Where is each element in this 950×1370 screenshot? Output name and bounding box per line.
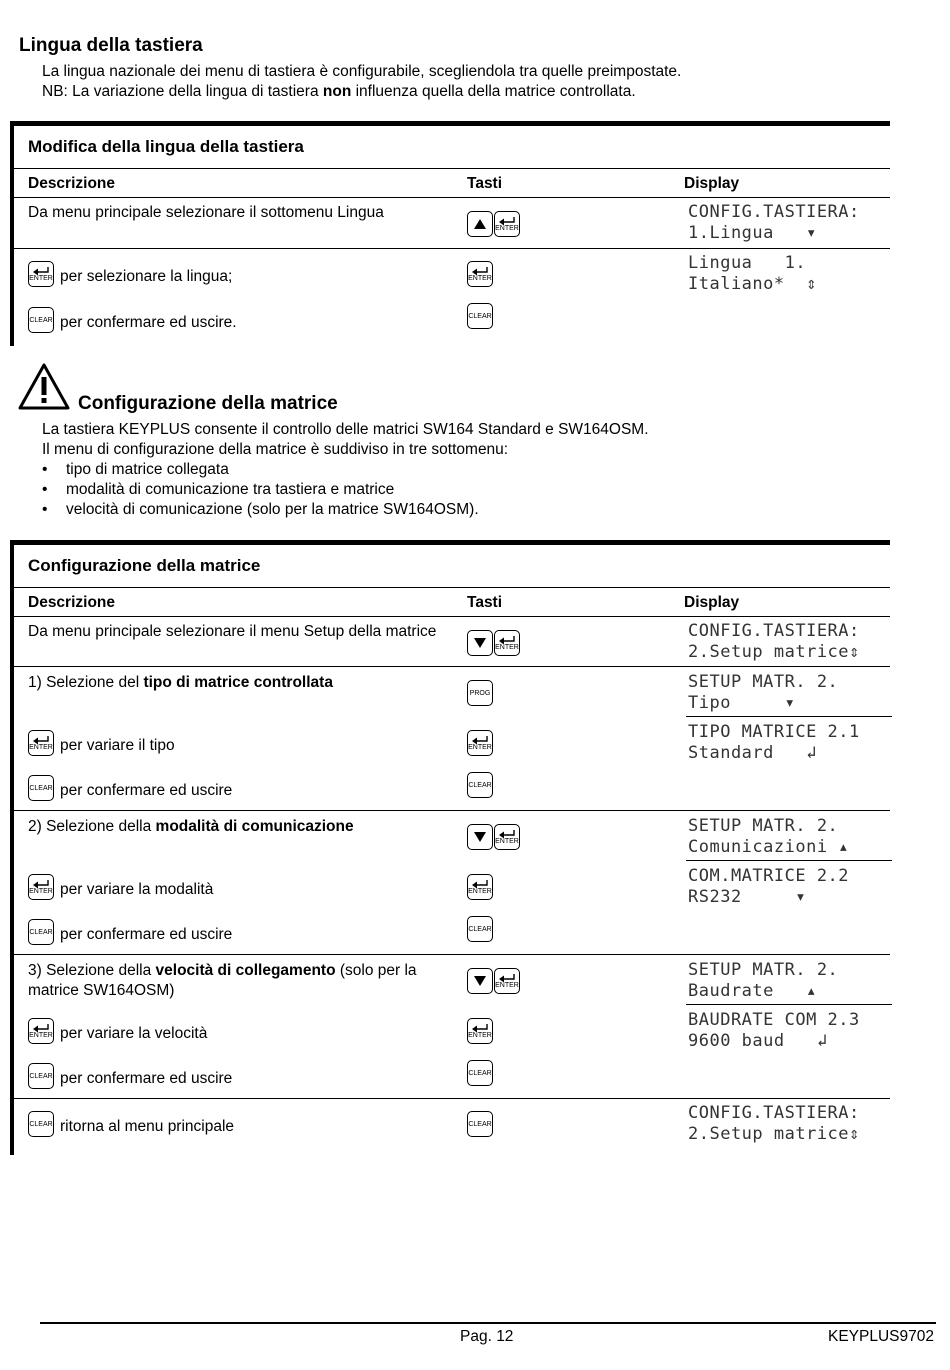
- page-number: Pag. 12: [460, 1328, 514, 1345]
- display-divider: [686, 716, 892, 717]
- row-desc: CLEAR per confermare ed uscire: [28, 775, 232, 801]
- clear-key-icon: CLEAR: [467, 1060, 493, 1086]
- document-code: KEYPLUS9702: [828, 1328, 934, 1345]
- intro-line: Il menu di configurazione della matrice è suddiviso in tre sottomenu:: [42, 441, 509, 458]
- table-title: Configurazione della matrice: [14, 545, 890, 588]
- display-divider: [686, 860, 892, 861]
- intro-lingua: [42, 62, 681, 102]
- header-descrizione: Descrizione: [28, 175, 116, 192]
- row-desc: ENTER per variare la modalità: [28, 874, 213, 900]
- row-desc: ENTER per variare la velocità: [28, 1018, 207, 1044]
- row-keys: [467, 680, 493, 706]
- table-row: [14, 299, 890, 345]
- down-arrow-key-icon: [467, 968, 493, 994]
- row-desc: ENTER per selezionare la lingua;: [28, 261, 232, 287]
- display-readout: SETUP MATR. 2. Tipo ▾: [688, 672, 839, 713]
- list-item: • tipo di matrice collegata: [42, 460, 649, 480]
- table-row: [14, 617, 890, 667]
- enter-key-icon: ENTER: [467, 730, 493, 756]
- row-desc: CLEAR per confermare ed uscire: [28, 1063, 232, 1089]
- row-keys: [467, 303, 493, 329]
- display-readout: CONFIG.TASTIERA: 2.Setup matrice⇕: [688, 1103, 860, 1144]
- table-row-group: [14, 667, 890, 811]
- row-keys: [467, 968, 520, 994]
- header-display: Display: [684, 594, 740, 611]
- enter-key-icon: ENTER: [28, 874, 54, 900]
- row-keys: [467, 1060, 493, 1086]
- table-row-group: [14, 811, 890, 955]
- up-arrow-key-icon: [467, 211, 493, 237]
- list-item: • velocità di comunicazione (solo per la matrice SW164OSM).: [42, 500, 649, 520]
- table-row: [14, 198, 890, 249]
- clear-key-icon: CLEAR: [467, 772, 493, 798]
- enter-key-icon: ENTER: [467, 874, 493, 900]
- footer-divider: [40, 1322, 936, 1324]
- display-readout: CONFIG.TASTIERA: 1.Lingua ▾: [688, 202, 860, 243]
- enter-key-icon: ENTER: [28, 1018, 54, 1044]
- prog-key-icon: PROG: [467, 680, 493, 706]
- row-desc: 3) Selezione della velocità di collegamento (solo per la matrice SW164OSM): [28, 962, 417, 999]
- row-desc: 2) Selezione della modalità di comunicazione: [28, 818, 354, 835]
- enter-key-icon: ENTER: [494, 824, 520, 850]
- warning-icon: [18, 362, 70, 410]
- display-readout: BAUDRATE COM 2.3 9600 baud ↲: [688, 1010, 860, 1051]
- list-item: • modalità di comunicazione tra tastiera e matrice: [42, 480, 649, 500]
- enter-key-icon: ENTER: [494, 630, 520, 656]
- section-heading-lingua: Lingua della tastiera: [19, 35, 203, 56]
- clear-key-icon: CLEAR: [28, 775, 54, 801]
- row-keys: [467, 261, 493, 287]
- enter-key-icon: ENTER: [28, 730, 54, 756]
- note-line: NB: La variazione della lingua di tastiera non influenza quella della matrice controllata.: [42, 83, 636, 100]
- enter-key-icon: ENTER: [28, 261, 54, 287]
- row-desc: 1) Selezione del tipo di matrice controllata: [28, 674, 333, 691]
- table-row: [14, 1099, 890, 1149]
- row-keys: [467, 1018, 493, 1044]
- row-desc: ENTER per variare il tipo: [28, 730, 175, 756]
- display-readout: CONFIG.TASTIERA: 2.Setup matrice⇕: [688, 621, 860, 662]
- table-row: [14, 249, 890, 299]
- header-display: Display: [684, 175, 740, 192]
- table-configurazione-matrice: [10, 540, 890, 1155]
- enter-key-icon: ENTER: [494, 211, 520, 237]
- display-readout: Lingua 1. Italiano* ⇕: [688, 253, 817, 294]
- row-keys: [467, 211, 520, 237]
- intro-matrice: [42, 420, 649, 520]
- clear-key-icon: CLEAR: [28, 919, 54, 945]
- row-keys: [467, 630, 520, 656]
- submenu-list: [42, 460, 649, 520]
- clear-key-icon: CLEAR: [28, 1063, 54, 1089]
- table-title: Modifica della lingua della tastiera: [14, 126, 890, 169]
- clear-key-icon: CLEAR: [467, 916, 493, 942]
- row-keys: [467, 874, 493, 900]
- table-header: [14, 169, 890, 198]
- display-readout: SETUP MATR. 2. Baudrate ▴: [688, 960, 839, 1001]
- display-readout: TIPO MATRICE 2.1 Standard ↲: [688, 722, 860, 763]
- enter-key-icon: ENTER: [494, 968, 520, 994]
- row-desc: CLEAR per confermare ed uscire.: [28, 307, 237, 333]
- enter-key-icon: ENTER: [467, 1018, 493, 1044]
- down-arrow-key-icon: [467, 630, 493, 656]
- row-desc: CLEAR per confermare ed uscire: [28, 919, 232, 945]
- enter-key-icon: ENTER: [467, 261, 493, 287]
- row-desc: Da menu principale selezionare il menu Setup della matrice: [28, 623, 437, 640]
- header-descrizione: Descrizione: [28, 594, 116, 611]
- row-desc: Da menu principale selezionare il sottomenu Lingua: [28, 204, 384, 221]
- row-keys: [467, 1111, 493, 1137]
- row-keys: [467, 730, 493, 756]
- display-divider: [686, 1004, 892, 1005]
- display-readout: COM.MATRICE 2.2 RS232 ▾: [688, 866, 850, 907]
- section-heading-matrice: Configurazione della matrice: [78, 393, 338, 414]
- header-tasti: Tasti: [467, 175, 503, 192]
- row-keys: [467, 824, 520, 850]
- row-keys: [467, 772, 493, 798]
- table-header: [14, 588, 890, 617]
- header-tasti: Tasti: [467, 594, 503, 611]
- intro-line: La lingua nazionale dei menu di tastiera è configurabile, scegliendola tra quelle preimpostate.: [42, 63, 682, 80]
- row-desc: CLEAR ritorna al menu principale: [28, 1111, 234, 1137]
- display-readout: SETUP MATR. 2. Comunicazioni ▴: [688, 816, 850, 857]
- clear-key-icon: CLEAR: [467, 303, 493, 329]
- down-arrow-key-icon: [467, 824, 493, 850]
- table-modifica-lingua: [10, 121, 890, 346]
- clear-key-icon: CLEAR: [28, 1111, 54, 1137]
- table-row-group: [14, 955, 890, 1099]
- clear-key-icon: CLEAR: [28, 307, 54, 333]
- clear-key-icon: CLEAR: [467, 1111, 493, 1137]
- intro-line: La tastiera KEYPLUS consente il controllo delle matrici SW164 Standard e SW164OSM.: [42, 421, 649, 438]
- row-keys: [467, 916, 493, 942]
